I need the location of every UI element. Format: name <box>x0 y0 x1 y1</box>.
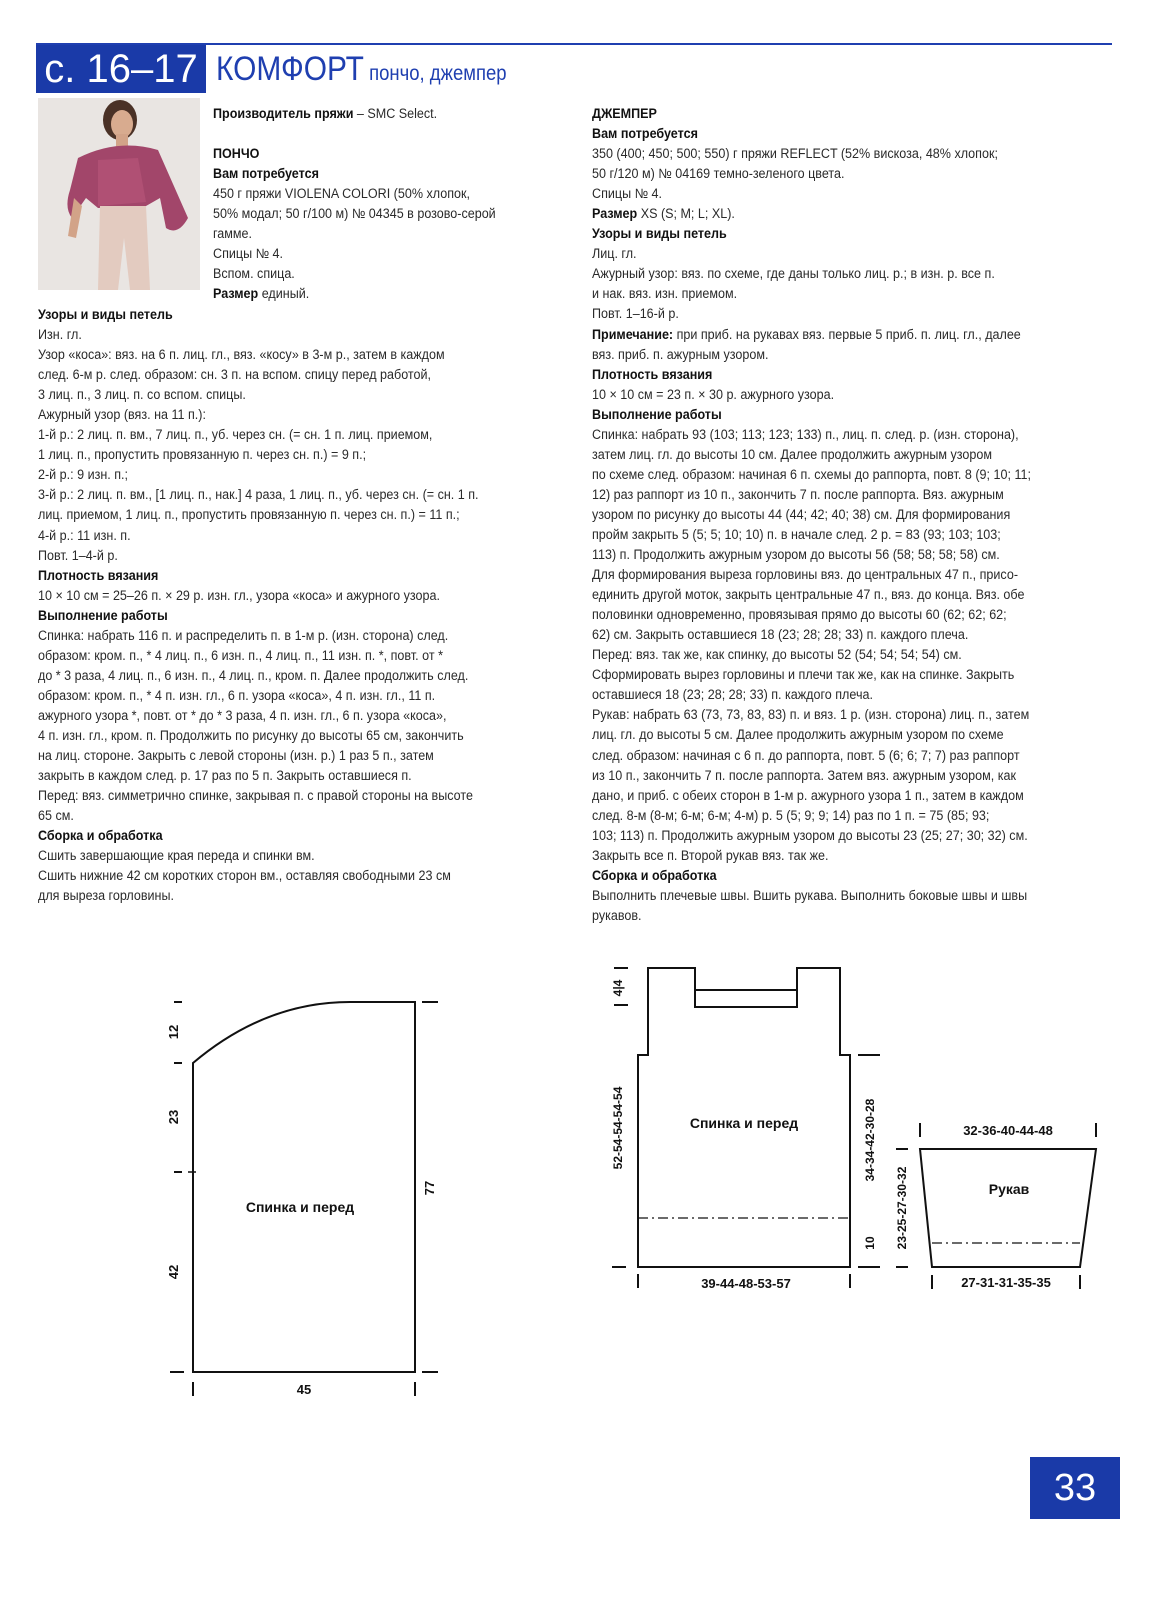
text-line <box>592 365 1031 385</box>
text-line <box>213 284 496 304</box>
page-number: 33 <box>1030 1457 1120 1519</box>
text-line <box>592 244 1031 264</box>
text-line-body: 65 см. <box>38 808 74 824</box>
text-line <box>592 304 1031 324</box>
text-line-body: Выполнить плечевые швы. Вшить рукава. Выполнить боковые швы и швы <box>592 887 1028 903</box>
poncho-dim-top: 12 <box>166 1024 181 1040</box>
text-line-body: при приб. на рукавах вяз. первые 5 приб. п. лиц. гл., далее <box>673 326 1021 342</box>
text-line-body: 4 п. изн. гл., кром. п. Продолжить по рисунку до высоты 65 см, закончить <box>38 727 464 743</box>
text-line <box>592 325 1031 345</box>
text-line-body: – SMC Select. <box>353 106 438 121</box>
text-line-body: след. 6-м р. след. образом: сн. 3 п. на вспом. спицу перед работой, <box>38 367 431 383</box>
text-line <box>213 144 496 164</box>
text-line <box>38 786 479 806</box>
text-line-body: Спинка: набрать 116 п. и распределить п. в 1-м р. (изн. сторона) след. <box>38 627 449 643</box>
text-line <box>592 786 1031 806</box>
text-line-body: 1-й р.: 2 лиц. п. вм., 7 лиц. п., уб. через сн. (= сн. 1 п. лиц. приемом, <box>38 427 433 443</box>
text-line-body: 4-й р.: 11 изн. п. <box>38 527 131 543</box>
jumper-instructions <box>592 104 1031 926</box>
text-line-body: 450 г пряжи VIOLENA COLORI (50% хлопок, <box>213 186 470 202</box>
sleeve-dim-bottom: 27-31-31-35-35 <box>961 1275 1051 1290</box>
sleeve-diagram-label: Рукав <box>988 1181 1030 1197</box>
text-line-body: след. образом: начиная с 6 п. до раппорта, повт. 5 (6; 6; 7; 7) раз раппорт <box>592 747 1020 763</box>
text-line <box>592 866 1031 886</box>
text-line-heading: Сборка и обработка <box>38 828 163 844</box>
poncho-outline <box>193 1002 415 1372</box>
text-line <box>592 425 1031 445</box>
text-line-body: Сшить завершающие края переда и спинки вм. <box>38 848 315 864</box>
text-line <box>592 385 1031 405</box>
page-title <box>216 49 507 94</box>
text-line-body: 3-й р.: 2 лиц. п. вм., [1 лиц. п., нак.] 4 раза, 1 лиц. п., уб. через сн. (= сн. 1 п. <box>38 487 479 503</box>
text-line-heading: Вам потребуется <box>213 166 319 182</box>
text-line-body: Спицы № 4. <box>592 186 663 202</box>
text-line-heading: ПОНЧО <box>213 146 260 162</box>
text-line-body: след. 8-м (8-м; 6-м; 6-м; 4-м) р. 5 (5; 9; 9; 14) раз по 1 п. = 75 (85; 93; <box>592 807 990 823</box>
text-line <box>592 144 1031 164</box>
text-line-body: 62) см. Закрыть оставшиеся 18 (23; 28; 28; 33) п. каждого плеча. <box>592 627 969 643</box>
text-line <box>213 244 496 264</box>
text-line-body: Перед: вяз. так же, как спинку, до высоты 52 (54; 54; 54; 54) см. <box>592 647 962 663</box>
text-line <box>592 184 1031 204</box>
sleeve-outline <box>920 1149 1096 1267</box>
jumper-diagram-label: Спинка и перед <box>689 1115 799 1131</box>
text-line-heading: Выполнение работы <box>38 607 168 623</box>
text-line <box>38 606 479 626</box>
text-line-heading: Примечание: <box>592 326 674 342</box>
poncho-instructions <box>38 305 479 906</box>
text-line-heading: Плотность вязания <box>592 366 713 382</box>
text-line-body: до * 3 раза, 4 лиц. п., 6 изн. п., 4 лиц. п., кром. п. Далее продолжить след. <box>38 667 469 683</box>
text-line-heading: Размер <box>592 206 638 222</box>
text-line-body: 113) п. Продолжить ажурным узором до высоты 56 (58; 58; 58; 58) см. <box>592 547 1000 563</box>
text-line <box>213 224 496 244</box>
text-line-body: лиц. гл. до высоты 5 см. Далее продолжить ажурным узором по схеме <box>592 727 1004 743</box>
text-line <box>38 385 479 405</box>
text-line <box>592 605 1031 625</box>
text-line <box>592 906 1031 926</box>
text-line-body: гамме. <box>213 226 253 242</box>
text-line <box>592 886 1031 906</box>
text-line-body: Ажурный узор: вяз. по схеме, где даны только лиц. р.; в изн. р. все п. <box>592 266 995 282</box>
text-line-body: закрыть в каждом след. р. 17 раз по 5 п. Закрыть оставшиеся п. <box>38 768 412 784</box>
text-line <box>213 204 496 224</box>
text-line <box>38 465 479 485</box>
text-line <box>592 204 1031 224</box>
text-line <box>213 184 496 204</box>
text-line-heading: Сборка и обработка <box>592 867 717 883</box>
text-line <box>592 264 1031 284</box>
text-line <box>592 405 1031 425</box>
text-line-body: Сформировать вырез горловины и плечи так же, как на спинке. Закрыть <box>592 667 1015 683</box>
text-line-body: 50% модал; 50 г/100 м) № 04345 в розово-серой <box>213 206 496 222</box>
text-line <box>592 525 1031 545</box>
text-line <box>38 886 479 906</box>
text-line-body: лиц. приемом, 1 лиц. п., пропустить провязанную п. через сн. п.) = 11 п.; <box>38 507 460 523</box>
text-line <box>38 766 479 786</box>
text-line <box>38 505 479 525</box>
text-line <box>592 224 1031 244</box>
text-line <box>592 645 1031 665</box>
text-line <box>592 545 1031 565</box>
text-line-body: Спинка: набрать 93 (103; 113; 123; 133) п., лиц. п. след. р. (изн. сторона), <box>592 426 1019 442</box>
text-line-body: Повт. 1–4-й р. <box>38 547 118 563</box>
text-line <box>592 846 1031 866</box>
text-line-body: Узор «коса»: вяз. на 6 п. лиц. гл., вяз. «косу» в 3-м р., затем в каждом <box>38 347 445 363</box>
title-subtitle: пончо, джемпер <box>369 62 507 85</box>
text-line-body: 12) раз раппорт из 10 п., закончить 7 п. после раппорта. Вяз. ажурным <box>592 486 1004 502</box>
text-line-body: дано, и приб. с обеих сторон в 1-м р. ажурного узора 1 п., затем в каждом <box>592 787 1024 803</box>
text-line-body: единить другой моток, закрыть центральные 47 п., вяз. до конца. Вяз. обе <box>592 587 1025 603</box>
text-line <box>38 485 479 505</box>
text-line <box>38 305 479 325</box>
text-line-body: 50 г/120 м) № 04169 темно-зеленого цвета. <box>592 166 845 182</box>
text-line-heading: Узоры и виды петель <box>38 307 173 322</box>
text-line-body: единый. <box>258 286 310 302</box>
text-line-body: для выреза горловины. <box>38 888 174 904</box>
text-line <box>38 726 479 746</box>
text-line <box>213 164 496 184</box>
text-line-body: из 10 п., закончить 7 п. после раппорта. Затем вяз. ажурным узором, как <box>592 767 1016 783</box>
text-line-body: 1 лиц. п., пропустить провязанную п. через сн. п.) = 9 п.; <box>38 447 367 463</box>
text-line <box>592 124 1031 144</box>
jumper-schematic <box>600 960 890 1295</box>
text-line <box>592 164 1031 184</box>
sleeve-dim-top: 32-36-40-44-48 <box>963 1123 1053 1138</box>
text-line-body: и нак. вяз. изн. приемом. <box>592 286 738 302</box>
text-line-body: пройм закрыть 5 (5; 5; 10; 10) п. в начале след. 2 р. = 83 (93; 103; 103; <box>592 526 1001 542</box>
text-line-heading: ДЖЕМПЕР <box>592 106 657 121</box>
poncho-dim-low: 42 <box>166 1264 181 1280</box>
text-line <box>38 566 479 586</box>
text-line-body: Для формирования выреза горловины вяз. до центральных 47 п., присо- <box>592 567 1019 583</box>
text-line-body: Закрыть все п. Второй рукав вяз. так же. <box>592 847 829 863</box>
text-line <box>592 685 1031 705</box>
text-line <box>38 646 479 666</box>
text-line <box>592 485 1031 505</box>
poncho-schematic <box>160 990 450 1400</box>
text-line-body: 2-й р.: 9 изн. п.; <box>38 467 129 483</box>
text-line-heading: Вам потребуется <box>592 126 698 142</box>
text-line <box>592 806 1031 826</box>
text-line-body: затем лиц. гл. до высоты 10 см. Далее продолжить ажурным узором <box>592 446 993 462</box>
text-line <box>592 746 1031 766</box>
text-line <box>592 104 1031 124</box>
poncho-dim-right: 77 <box>422 1180 437 1196</box>
text-line <box>38 405 479 425</box>
text-line <box>592 725 1031 745</box>
page-range-badge: с. 16–17 <box>36 45 206 93</box>
sleeve-dim-left: 23-25-27-30-32 <box>895 1166 909 1250</box>
text-line-body: 103; 113) п. Продолжить ажурным узором до высоты 23 (25; 27; 30; 32) см. <box>592 827 1028 843</box>
text-line <box>38 526 479 546</box>
poncho-intro <box>213 104 496 304</box>
text-line <box>213 124 496 144</box>
text-line-body: образом: кром. п., * 4 п. изн. гл., 6 п. узора «коса», 4 п. изн. гл., 11 п. <box>38 687 436 703</box>
text-line-body: 10 × 10 см = 25–26 п. × 29 р. изн. гл., узора «коса» и ажурного узора. <box>38 587 440 603</box>
text-line-body: 10 × 10 см = 23 п. × 30 р. ажурного узора. <box>592 386 835 402</box>
jumper-dim-neck: 4|4 <box>611 979 625 997</box>
poncho-dim-mid: 23 <box>166 1109 181 1125</box>
sleeve-schematic <box>890 1115 1110 1295</box>
text-line-body: Спицы № 4. <box>213 246 284 262</box>
text-line-heading: Плотность вязания <box>38 567 159 583</box>
text-line <box>592 505 1031 525</box>
text-line-body: Повт. 1–16-й р. <box>592 306 679 322</box>
text-line <box>213 264 496 284</box>
text-line <box>38 345 479 365</box>
text-line <box>592 766 1031 786</box>
text-line-heading: Узоры и виды петель <box>592 226 727 242</box>
text-line-body: 3 лиц. п., 3 лиц. п. со вспом. спицы. <box>38 387 246 403</box>
text-line-heading: Производитель пряжи <box>213 106 354 121</box>
text-line-body: Рукав: набрать 63 (73, 73, 83, 83) п. и вяз. 1 р. (изн. сторона) лиц. п., затем <box>592 707 1030 723</box>
text-line-body: ажурного узора *, повт. от * до * 3 раза, 4 п. изн. гл., 6 п. узора «коса», <box>38 707 447 723</box>
text-line-body: XS (S; M; L; XL). <box>637 206 735 222</box>
text-line <box>38 626 479 646</box>
text-line <box>213 104 496 124</box>
text-line <box>592 826 1031 846</box>
text-line <box>38 706 479 726</box>
poncho-diagram-label: Спинка и перед <box>245 1199 355 1215</box>
jumper-dim-bottom: 39-44-48-53-57 <box>701 1276 791 1291</box>
text-line <box>38 866 479 886</box>
text-line <box>38 826 479 846</box>
text-line-body: Ажурный узор (вяз. на 11 п.): <box>38 407 206 423</box>
text-line-body: по схеме след. образом: начиная 6 п. схемы до раппорта, повт. 8 (9; 10; 11; <box>592 466 1031 482</box>
jumper-dim-right-lower: 10 <box>863 1236 877 1250</box>
title-main: КОМФОРТ <box>216 50 364 88</box>
text-line-body: 350 (400; 450; 500; 550) г пряжи REFLECT (52% вискоза, 48% хлопок; <box>592 146 998 162</box>
text-line-body: Вспом. спица. <box>213 266 295 282</box>
text-line <box>38 846 479 866</box>
text-line <box>38 425 479 445</box>
jumper-dim-right-upper: 34-34-42-30-28 <box>863 1098 877 1182</box>
poncho-dim-bottom: 45 <box>296 1382 312 1397</box>
text-line-body: узором по рисунку до высоты 44 (44; 42; 40; 38) см. Для формирования <box>592 506 1011 522</box>
text-line-body: Сшить нижние 42 см коротких сторон вм., оставляя свободными 23 см <box>38 868 451 884</box>
text-line-body: образом: кром. п., * 4 лиц. п., 6 изн. п., 4 лиц. п., 11 изн. п. *, повт. от * <box>38 647 443 663</box>
text-line <box>38 586 479 606</box>
text-line <box>592 284 1031 304</box>
text-line-body: Перед: вяз. симметрично спинке, закрывая п. с правой стороны на высоте <box>38 788 473 804</box>
text-line <box>38 365 479 385</box>
text-line <box>592 625 1031 645</box>
text-line <box>592 585 1031 605</box>
text-line <box>38 546 479 566</box>
text-line-body: на лиц. стороне. Закрыть с левой стороны (изн. р.) 1 раз 5 п., затем <box>38 748 434 764</box>
text-line-body: Лиц. гл. <box>592 246 637 262</box>
text-line-body: вяз. приб. п. ажурным узором. <box>592 346 769 362</box>
text-line <box>592 665 1031 685</box>
text-line <box>592 445 1031 465</box>
text-line-body: Изн. гл. <box>38 327 82 343</box>
text-line <box>38 666 479 686</box>
text-line <box>38 325 479 345</box>
text-line <box>592 345 1031 365</box>
text-line <box>38 445 479 465</box>
model-photo <box>38 98 200 290</box>
text-line <box>592 565 1031 585</box>
text-line-heading: Выполнение работы <box>592 406 722 422</box>
text-line-body: рукавов. <box>592 907 642 923</box>
text-line <box>592 465 1031 485</box>
model-photo-illustration <box>38 98 200 290</box>
jumper-dim-left: 52-54-54-54-54 <box>611 1086 625 1170</box>
text-line <box>38 686 479 706</box>
text-line-body: половинки одновременно, провязывая прямо до высоты 60 (62; 62; 62; <box>592 607 1007 623</box>
text-line <box>592 705 1031 725</box>
text-line-heading: Размер <box>213 286 259 302</box>
text-line <box>38 806 479 826</box>
text-line-body: оставшиеся 18 (23; 28; 28; 33) п. каждого плеча. <box>592 687 873 703</box>
text-line <box>38 746 479 766</box>
